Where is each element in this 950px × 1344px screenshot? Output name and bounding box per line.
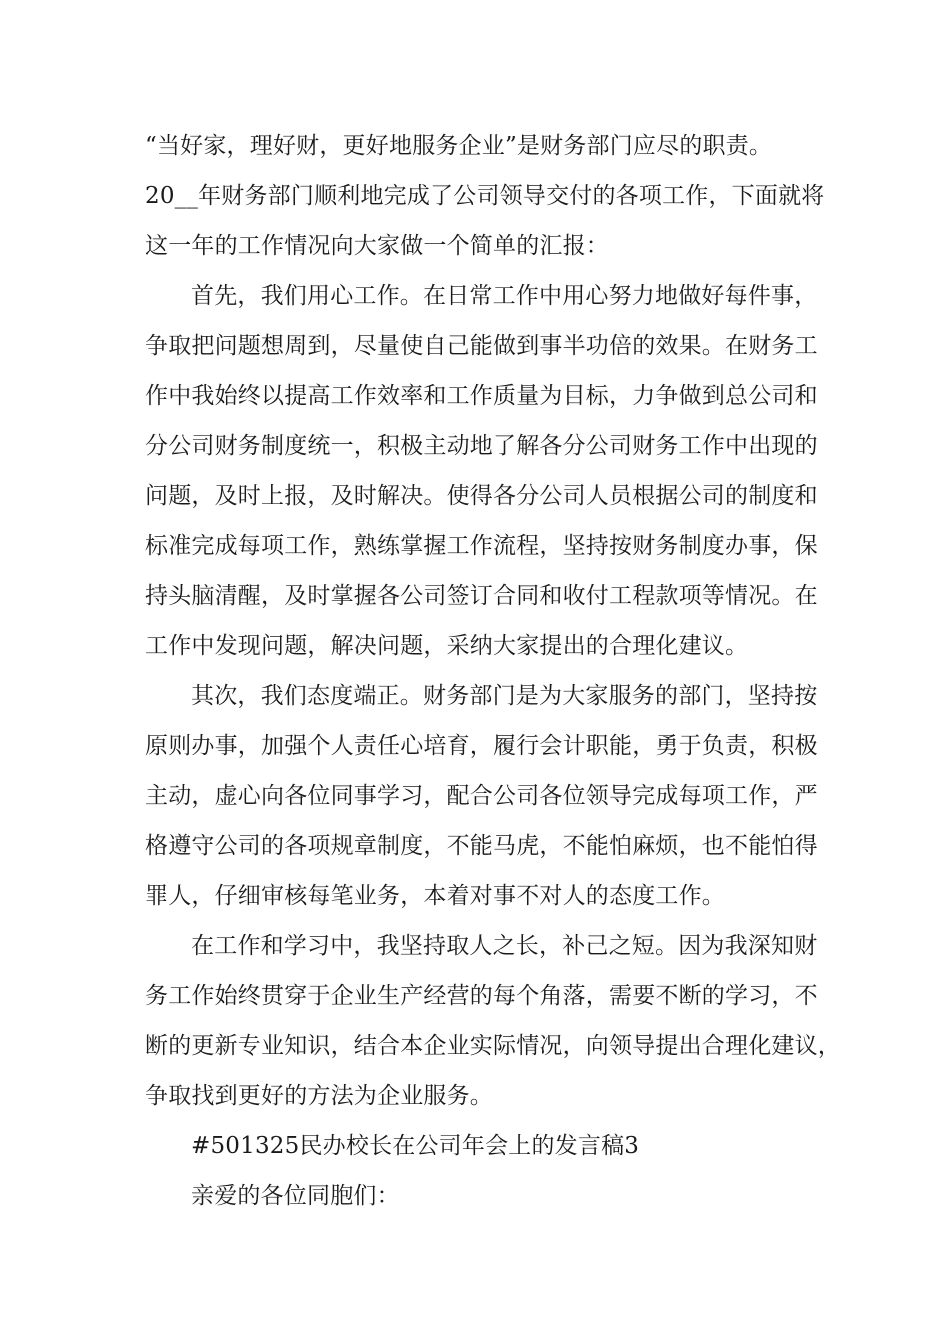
text-line: 工作中发现问题，解决问题，采纳大家提出的合理化建议。 <box>145 633 749 659</box>
text-line: 持头脑清醒，及时掌握各公司签订合同和收付工程款项等情况。在 <box>145 583 818 609</box>
salutation: 亲爱的各位同胞们： <box>191 1183 400 1209</box>
section-heading: #501325民办校长在公司年会上的发言稿3 <box>191 1133 640 1159</box>
text-line: 争取把问题想周到，尽量使自己能做到事半功倍的效果。在财务工 <box>145 333 818 359</box>
text-line: 原则办事，加强个人责任心培育，履行会计职能，勇于负责，积极 <box>145 733 818 759</box>
text-line: 格遵守公司的各项规章制度，不能马虎，不能怕麻烦，也不能怕得 <box>145 833 818 859</box>
text-line: 20__年财务部门顺利地完成了公司领导交付的各项工作，下面就将 <box>145 183 825 209</box>
paragraph-first-line: 在工作和学习中，我坚持取人之长，补己之短。因为我深知财 <box>191 933 818 959</box>
text-line: 作中我始终以提高工作效率和工作质量为目标，力争做到总公司和 <box>145 383 818 409</box>
text-line: 罪人，仔细审核每笔业务，本着对事不对人的态度工作。 <box>145 883 725 909</box>
document-body <box>145 121 841 1221</box>
text-line: 分公司财务制度统一，积极主动地了解各分公司财务工作中出现的 <box>145 433 818 459</box>
text-line: 标准完成每项工作，熟练掌握工作流程，坚持按财务制度办事，保 <box>145 533 818 559</box>
text-line: 这一年的工作情况向大家做一个简单的汇报： <box>145 233 609 259</box>
text-line: “当好家，理好财，更好地服务企业”是财务部门应尽的职责。 <box>145 133 773 159</box>
paragraph-first-line: 首先，我们用心工作。在日常工作中用心努力地做好每件事， <box>191 283 818 309</box>
text-line: 问题，及时上报，及时解决。使得各分公司人员根据公司的制度和 <box>145 483 818 509</box>
text-line: 争取找到更好的方法为企业服务。 <box>145 1083 493 1109</box>
text-line: 务工作始终贯穿于企业生产经营的每个角落，需要不断的学习，不 <box>145 983 818 1009</box>
text-line: 主动，虚心向各位同事学习，配合公司各位领导完成每项工作，严 <box>145 783 818 809</box>
text-line: 断的更新专业知识，结合本企业实际情况，向领导提出合理化建议， <box>145 1033 841 1059</box>
paragraph-first-line: 其次，我们态度端正。财务部门是为大家服务的部门，坚持按 <box>191 683 818 709</box>
